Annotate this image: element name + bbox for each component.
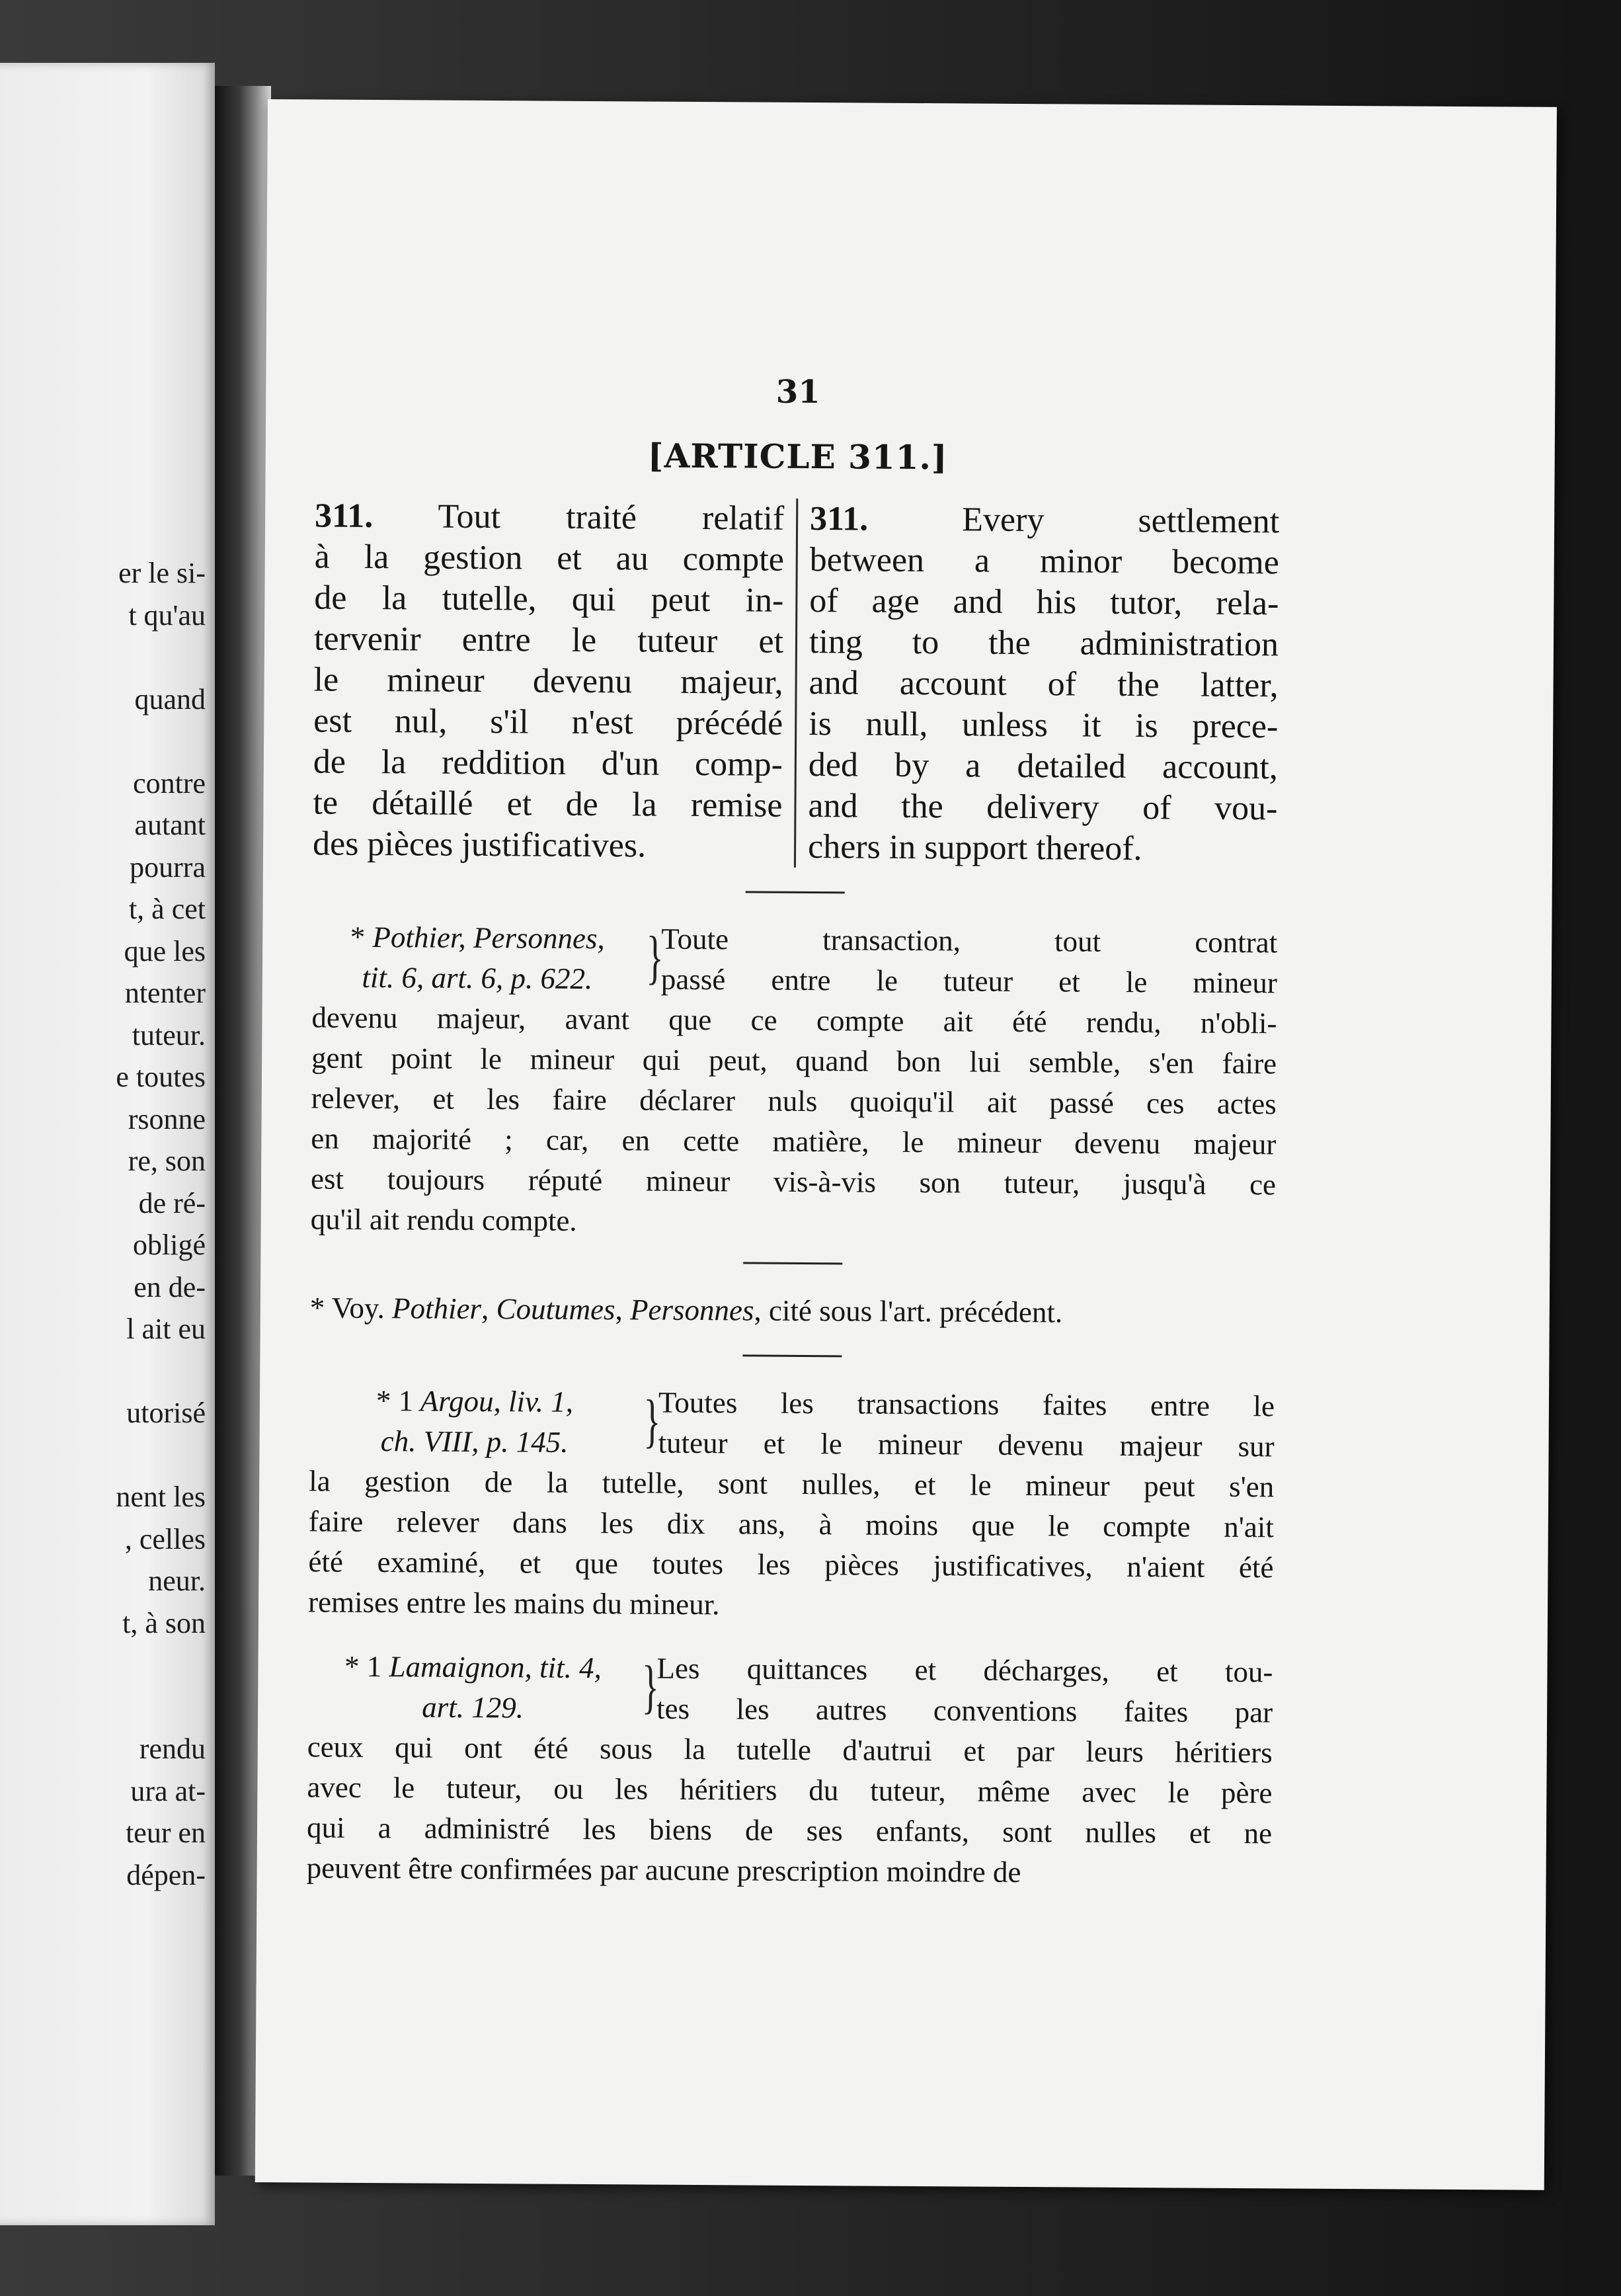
- english-line: and the delivery of vou-: [808, 787, 1278, 828]
- voy-separator: ,: [615, 1293, 623, 1327]
- voy-author: Pothier: [391, 1292, 482, 1326]
- english-line: is null, unless it is prece-: [809, 705, 1279, 746]
- reference-text-line: passé entre le tuteur et le mineur: [660, 962, 1278, 1000]
- previous-page-line: ntenter: [124, 977, 206, 1009]
- previous-page-line: ura at-: [130, 1774, 206, 1807]
- source-line: Argou, liv. 1,: [420, 1384, 574, 1418]
- french-line: te détaillé et de la remise: [313, 784, 783, 825]
- english-line-text: Every settlement: [962, 501, 1280, 541]
- source-line: tit. 6, art. 6, p. 622.: [362, 960, 593, 996]
- previous-page-line: [0, 1434, 206, 1477]
- french-line: le mineur devenu majeur,: [313, 661, 783, 702]
- voy-work: Personnes: [629, 1293, 754, 1327]
- article-number: 311.: [809, 500, 869, 538]
- section-rule: [742, 1354, 842, 1357]
- previous-page-line: nent les: [116, 1481, 206, 1513]
- footnote-star: * 1: [376, 1384, 414, 1418]
- previous-page-line: er le si-: [118, 557, 206, 589]
- book-page: [255, 99, 1557, 2190]
- voy-separator: ,: [481, 1292, 489, 1326]
- reference-text-line: Toutes les transactions faites entre le: [658, 1385, 1275, 1423]
- english-line: ting to the administration: [809, 623, 1279, 664]
- previous-page-line: [0, 1686, 206, 1729]
- previous-page-line: quand: [134, 682, 206, 716]
- reference-text-line: tuteur et le mineur devenu majeur sur: [658, 1426, 1275, 1463]
- section-rule: [743, 1262, 842, 1264]
- french-line: est nul, s'il n'est précédé: [313, 702, 783, 743]
- source-line: Lamaignon, tit. 4,: [389, 1650, 602, 1685]
- reference-text-line: Toute transaction, tout contrat: [661, 922, 1278, 960]
- reference-source: [307, 1646, 639, 1729]
- page-number: 31: [775, 373, 820, 411]
- previous-page-line: que les: [124, 934, 206, 967]
- previous-page-line: neur.: [148, 1565, 206, 1597]
- source-line: ch. VIII, p. 145.: [380, 1424, 569, 1459]
- previous-page-line: tuteur.: [132, 1018, 206, 1051]
- reference-text-line: été examiné, et que toutes les pièces justificatives, n'aient été: [308, 1545, 1274, 1584]
- reference-text-line: la gestion de la tutelle, sont nulles, et le mineur peut s'en: [309, 1464, 1275, 1504]
- english-line: [810, 499, 1279, 542]
- previous-page-line: contre: [133, 766, 206, 800]
- french-line-text: Tout traité relatif: [438, 497, 785, 538]
- previous-page-line: [0, 720, 206, 762]
- reference-text-line: faire relever dans les dix ans, à moins que le compte n'ait: [308, 1504, 1274, 1544]
- english-line: between a minor become: [809, 541, 1279, 582]
- english-line: chers in support thereof.: [807, 828, 1142, 868]
- previous-page-line: pourra: [130, 850, 206, 883]
- french-line: de la reddition d'un comp-: [313, 743, 783, 784]
- brace-icon: }: [643, 1388, 661, 1454]
- brace-icon: }: [646, 924, 664, 991]
- reference-text-line: devenu majeur, avant que ce compte ait été rendu, n'obli-: [311, 1001, 1277, 1040]
- reference-text-line: Les quittances et décharges, et tou-: [656, 1651, 1273, 1689]
- reference-text-line: relever, et les faire déclarer nuls quoiqu'il ait passé ces actes: [311, 1081, 1277, 1121]
- previous-page-line: utorisé: [126, 1397, 206, 1429]
- french-line: [315, 495, 784, 539]
- source-line: Pothier, Personnes,: [372, 920, 605, 956]
- reference-text-line: qu'il ait rendu compte.: [310, 1202, 577, 1237]
- reference-source: [309, 1380, 640, 1463]
- voy-suffix: , cité sous l'art. précédent.: [754, 1293, 1063, 1329]
- article-columns: [313, 495, 1280, 870]
- previous-page-line: [0, 636, 206, 678]
- voy-prefix: * Voy.: [309, 1291, 385, 1325]
- previous-page-line: rsonne: [128, 1102, 206, 1135]
- article-title: [ARTICLE 311.]: [647, 436, 948, 477]
- footnote-star: * 1: [344, 1649, 382, 1684]
- section-rule: [746, 891, 845, 893]
- reference-text-line: est toujours réputé mineur vis-à-vis son tuteur, jusqu'à ce: [310, 1162, 1277, 1202]
- previous-page-line: dépen-: [126, 1858, 206, 1891]
- previous-page-text: [0, 552, 206, 1896]
- previous-page-line: [0, 1350, 206, 1393]
- previous-page-line: rendu: [139, 1733, 206, 1765]
- previous-page-line: t qu'au: [128, 598, 206, 632]
- reference-voy: [310, 1288, 1275, 1334]
- footnote-star: *: [350, 920, 366, 954]
- previous-page-line: l ait eu: [126, 1313, 206, 1345]
- reference-argou: [308, 1380, 1275, 1628]
- french-line: tervenir entre le tuteur et: [313, 620, 784, 661]
- previous-page-line: obligé: [133, 1229, 206, 1261]
- french-text: [313, 495, 796, 867]
- reference-text-line: qui a administré les biens de ses enfants, sont nulles et ne: [306, 1811, 1273, 1850]
- voy-work: Coutumes: [496, 1292, 615, 1327]
- reference-text-line: tes les autres conventions faites par: [656, 1692, 1273, 1729]
- reference-text-line: ceux qui ont été sous la tutelle d'autrui et par leurs héritiers: [307, 1730, 1273, 1770]
- reference-text-line: remises entre les mains du mineur.: [307, 1585, 720, 1621]
- previous-page-line: [0, 1644, 206, 1686]
- previous-page-line: , celles: [124, 1522, 206, 1555]
- reference-text-line: avec le tuteur, ou les héritiers du tuteur, même avec le père: [307, 1770, 1273, 1810]
- article-number: 311.: [314, 497, 374, 535]
- reference-text-line: gent point le mineur qui peut, quand bon lui semble, s'en faire: [311, 1041, 1277, 1081]
- french-line: des pièces justificatives.: [312, 825, 647, 865]
- reference-lamaignon: [306, 1646, 1273, 1894]
- reference-source: [312, 917, 643, 999]
- brace-icon: }: [641, 1654, 660, 1720]
- previous-page-line: e toutes: [116, 1061, 206, 1093]
- english-text: [796, 499, 1279, 870]
- french-line: à la gestion et au compte: [314, 538, 784, 579]
- previous-page-line: re, son: [128, 1145, 206, 1177]
- reference-pothier: [310, 917, 1277, 1245]
- previous-page-line: t, à son: [122, 1606, 206, 1639]
- previous-page-line: teur en: [126, 1817, 206, 1849]
- english-line: of age and his tutor, rela-: [809, 582, 1279, 623]
- previous-page-line: t, à cet: [128, 893, 206, 925]
- reference-text-line: en majorité ; car, en cette matière, le mineur devenu majeur: [311, 1122, 1277, 1161]
- previous-page-line: de ré-: [138, 1186, 206, 1219]
- source-line: art. 129.: [422, 1690, 524, 1725]
- previous-page-line: autant: [134, 809, 206, 841]
- french-line: de la tutelle, qui peut in-: [314, 579, 784, 620]
- previous-page-line: en de-: [134, 1270, 206, 1303]
- english-line: and account of the latter,: [809, 664, 1279, 705]
- previous-page-edge: [0, 63, 215, 2225]
- reference-text-line: peuvent être confirmées par aucune prescription moindre de: [306, 1851, 1021, 1889]
- english-line: ded by a detailed account,: [808, 746, 1279, 787]
